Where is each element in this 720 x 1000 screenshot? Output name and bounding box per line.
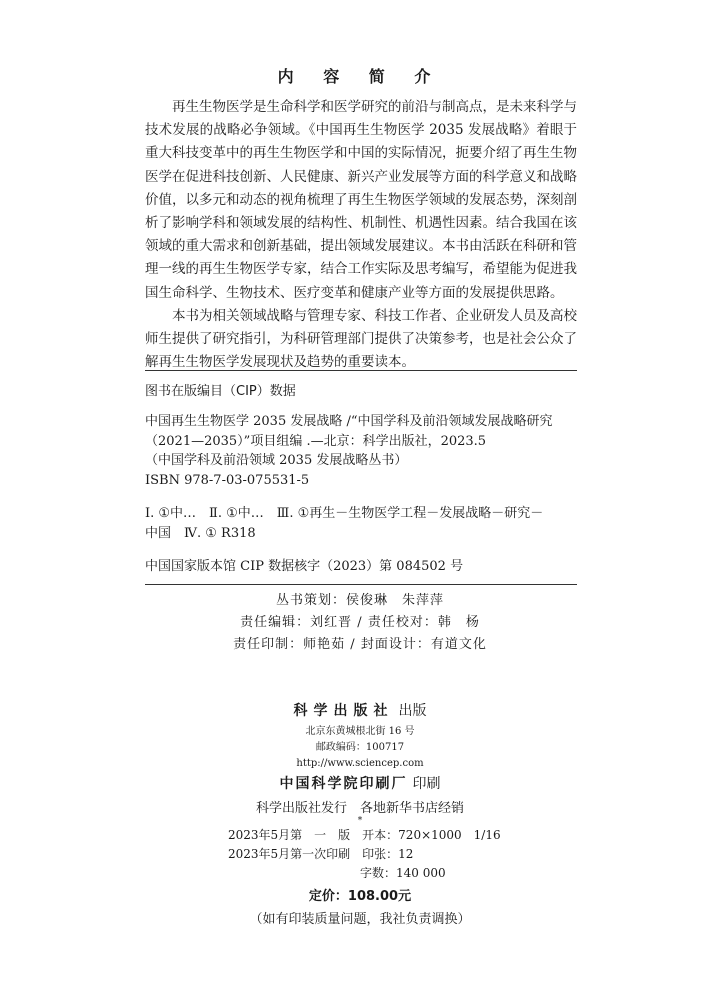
print-specs	[228, 826, 501, 883]
spec-line: 2023年5月第一次印刷 印张：12	[228, 847, 414, 861]
divider	[145, 370, 577, 371]
publisher-suffix: 出版	[398, 703, 427, 719]
publisher-website: http://www.sciencep.com	[296, 758, 424, 769]
content-summary	[145, 96, 577, 374]
publisher-name: 科学出版社	[293, 703, 394, 719]
printer-name: 中国科学院印刷厂	[279, 776, 408, 792]
cip-heading: 图书在版编目（CIP）数据	[145, 384, 296, 399]
cip-classification	[145, 504, 577, 543]
cip-line: （2021—2035）”项目组编 .—北京：科学出版社，2023.5	[145, 433, 487, 449]
divider	[145, 584, 577, 585]
cip-line: （中国学科及前沿领域 2035 发展战略丛书）	[145, 453, 408, 468]
publisher-address: 北京东黄城根北街 16 号	[305, 726, 415, 737]
cip-bibliographic	[145, 412, 577, 490]
printer-suffix: 印刷	[412, 776, 441, 792]
price: 定价：108.00元	[308, 889, 412, 904]
cip-class-line: Ⅰ. ①中… Ⅱ. ①中… Ⅲ. ①再生－生物医学工程－发展战略－研究－	[145, 506, 544, 521]
page-title: 内 容 简 介	[277, 67, 443, 86]
separator-star: *	[357, 816, 363, 826]
distribution-line: 科学出版社发行 各地新华书店经销	[255, 801, 464, 816]
publisher-block	[0, 700, 720, 826]
cip-line: 中国再生生物医学 2035 发展战略 /“中国学科及前沿领域发展战略研究	[145, 414, 553, 429]
spec-line: 字数：140 000	[228, 866, 446, 880]
credit-line: 责任印制：师艳茹 / 封面设计：有道文化	[233, 637, 487, 652]
publisher-postcode: 邮政编码：100717	[315, 742, 405, 753]
cip-isbn: ISBN 978-7-03-075531-5	[145, 472, 310, 488]
cip-record: 中国国家版本馆 CIP 数据核字（2023）第 084502 号	[145, 559, 464, 574]
quality-notice: （如有印装质量问题，我社负责调换）	[249, 912, 471, 927]
spec-line: 2023年5月第 一 版 开本：720×1000 1/16	[228, 828, 501, 842]
editorial-credits	[0, 590, 720, 656]
summary-paragraph: 本书为相关领域战略与管理专家、科技工作者、企业研发人员及高校师生提供了研究指引，为科研管理部门提供了决策参考，也是社会公众了解再生生物医学发展现状及趋势的重要读本。	[145, 307, 577, 371]
cip-class-line: 中国 Ⅳ. ① R318	[145, 525, 256, 541]
credit-line: 丛书策划：侯俊琳 朱萍萍	[275, 593, 444, 608]
credit-line: 责任编辑：刘红晋 / 责任校对：韩 杨	[240, 615, 480, 630]
summary-paragraph: 再生生物医学是生命科学和医学研究的前沿与制高点，是未来科学与技术发展的战略必争领域。《中国再生生物医学 2035 发展战略》着眼于重大科技变革中的再生生物医学和中国的实际情况，扼要介绍了再生生物医学在促进科技创新、人民健康、新兴产业发展等方面的科学意义和战略价值，以多元和动态的视角梳理了再生生物医学领域的发展态势，深刻剖析了影响学科和领域发展的结构性、机制性、机遇性因素。结合我国在该领域的重大需求和创新基础，提出领域发展建议。本书由活跃在科研和管理一线的再生生物医学专家，结合工作实际及思考编写，希望能为促进我国生命科学、生物技术、医疗变革和健康产业等方面的发展提供思路。	[145, 99, 577, 301]
